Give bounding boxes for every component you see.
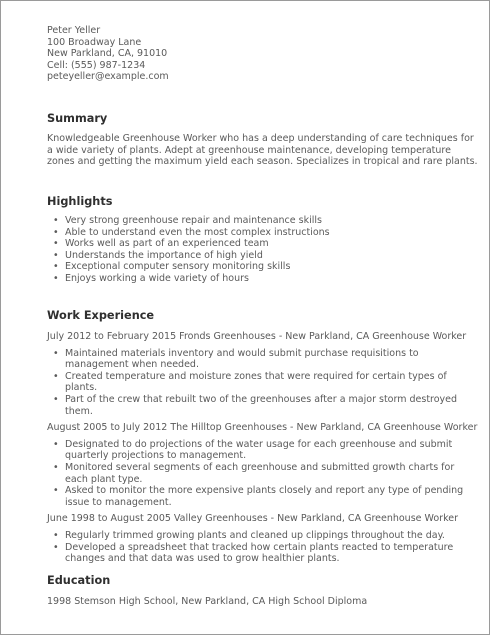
job-bullet-text: Monitored several segments of each greenhouse and submitted growth charts for each plant type. bbox=[65, 461, 455, 485]
job-bullet bbox=[47, 530, 479, 542]
highlight-item bbox=[47, 215, 479, 227]
job-header: August 2005 to July 2012 The Hilltop Greenhouses - New Parkland, CA Greenhouse Worker bbox=[47, 422, 478, 434]
bullet-icon: • bbox=[53, 347, 59, 359]
bullet-icon: • bbox=[53, 541, 59, 553]
experience-heading: Work Experience bbox=[47, 309, 155, 322]
bullet-icon: • bbox=[53, 238, 59, 250]
job-header: July 2012 to February 2015 Fronds Greenhouses - New Parkland, CA Greenhouse Worker bbox=[47, 331, 467, 342]
job-bullet-text: Maintained materials inventory and would submit purchase requisitions to management when needed. bbox=[65, 347, 419, 371]
contact-block bbox=[47, 25, 479, 83]
contact-cell: Cell: (555) 987-1234 bbox=[47, 59, 146, 71]
education-section bbox=[47, 574, 479, 608]
job-bullet bbox=[47, 462, 479, 485]
highlights-heading: Highlights bbox=[47, 195, 113, 208]
job-bullet-text: Developed a spreadsheet that tracked how certain plants reacted to temperature changes and that data was used to grow healthier plants. bbox=[65, 541, 454, 565]
summary-heading: Summary bbox=[47, 112, 108, 125]
summary-section bbox=[47, 112, 479, 168]
highlight-text: Enjoys working a wide variety of hours bbox=[65, 272, 249, 284]
job-bullet-text: Regularly trimmed growing plants and cleaned up clippings throughout the day. bbox=[65, 529, 445, 541]
highlights-section bbox=[47, 195, 479, 285]
job-entry bbox=[47, 331, 479, 417]
education-entry: 1998 Stemson High School, New Parkland, CA High School Diploma bbox=[47, 596, 368, 607]
job-entry bbox=[47, 513, 479, 564]
job-bullet-text: Created temperature and moisture zones that were required for certain types of plants. bbox=[65, 370, 447, 394]
job-bullets bbox=[47, 530, 479, 565]
experience-section bbox=[47, 309, 479, 570]
highlight-item bbox=[47, 238, 479, 250]
bullet-icon: • bbox=[53, 249, 59, 261]
job-bullets bbox=[47, 348, 479, 418]
summary-text: Knowledgeable Greenhouse Worker who has a deep understanding of care techniques for a wide variety of plants. Adept at greenhouse maintenance, developing temperature zones and getting the maximum yield each season. Specializes in tropical and rare plants. bbox=[47, 133, 478, 168]
education-heading: Education bbox=[47, 574, 111, 587]
job-bullet bbox=[47, 371, 479, 394]
bullet-icon: • bbox=[53, 261, 59, 273]
job-header: June 1998 to August 2005 Valley Greenhouses - New Parkland, CA Greenhouse Worker bbox=[47, 513, 458, 525]
job-bullet bbox=[47, 348, 479, 371]
job-bullet-text: Designated to do projections of the water usage for each greenhouse and submit quarterly projections to management. bbox=[65, 438, 453, 462]
bullet-icon: • bbox=[53, 215, 59, 226]
highlight-text: Works well as part of an experienced team bbox=[65, 238, 269, 250]
bullet-icon: • bbox=[53, 272, 59, 284]
job-bullet bbox=[47, 394, 479, 417]
bullet-icon: • bbox=[53, 438, 59, 450]
highlight-text: Understands the importance of high yield bbox=[65, 249, 263, 261]
highlight-item bbox=[47, 273, 479, 285]
bullet-icon: • bbox=[53, 393, 59, 405]
highlight-item bbox=[47, 227, 479, 239]
job-bullet-text: Asked to monitor the more expensive plants closely and report any type of pending issue to management. bbox=[65, 485, 464, 508]
highlight-text: Exceptional computer sensory monitoring skills bbox=[65, 261, 291, 273]
contact-city: New Parkland, CA, 91010 bbox=[47, 48, 168, 60]
contact-street: 100 Broadway Lane bbox=[47, 36, 142, 48]
job-bullet bbox=[47, 485, 479, 508]
highlight-item bbox=[47, 250, 479, 262]
bullet-icon: • bbox=[53, 370, 59, 382]
highlight-text: Very strong greenhouse repair and maintenance skills bbox=[65, 215, 322, 226]
job-bullet bbox=[47, 439, 479, 462]
bullet-icon: • bbox=[53, 226, 59, 238]
highlight-item bbox=[47, 261, 479, 273]
job-bullet bbox=[47, 542, 479, 565]
bullet-icon: • bbox=[53, 529, 59, 541]
bullet-icon: • bbox=[53, 485, 59, 497]
job-bullet-text: Part of the crew that rebuilt two of the greenhouses after a major storm destroyed them. bbox=[65, 393, 458, 417]
job-bullets bbox=[47, 439, 479, 509]
highlights-list bbox=[47, 215, 479, 285]
highlight-text: Able to understand even the most complex instructions bbox=[65, 226, 330, 238]
bullet-icon: • bbox=[53, 461, 59, 473]
contact-email: peteyeller@example.com bbox=[47, 71, 169, 83]
contact-name: Peter Yeller bbox=[47, 25, 101, 36]
job-entry bbox=[47, 422, 479, 508]
